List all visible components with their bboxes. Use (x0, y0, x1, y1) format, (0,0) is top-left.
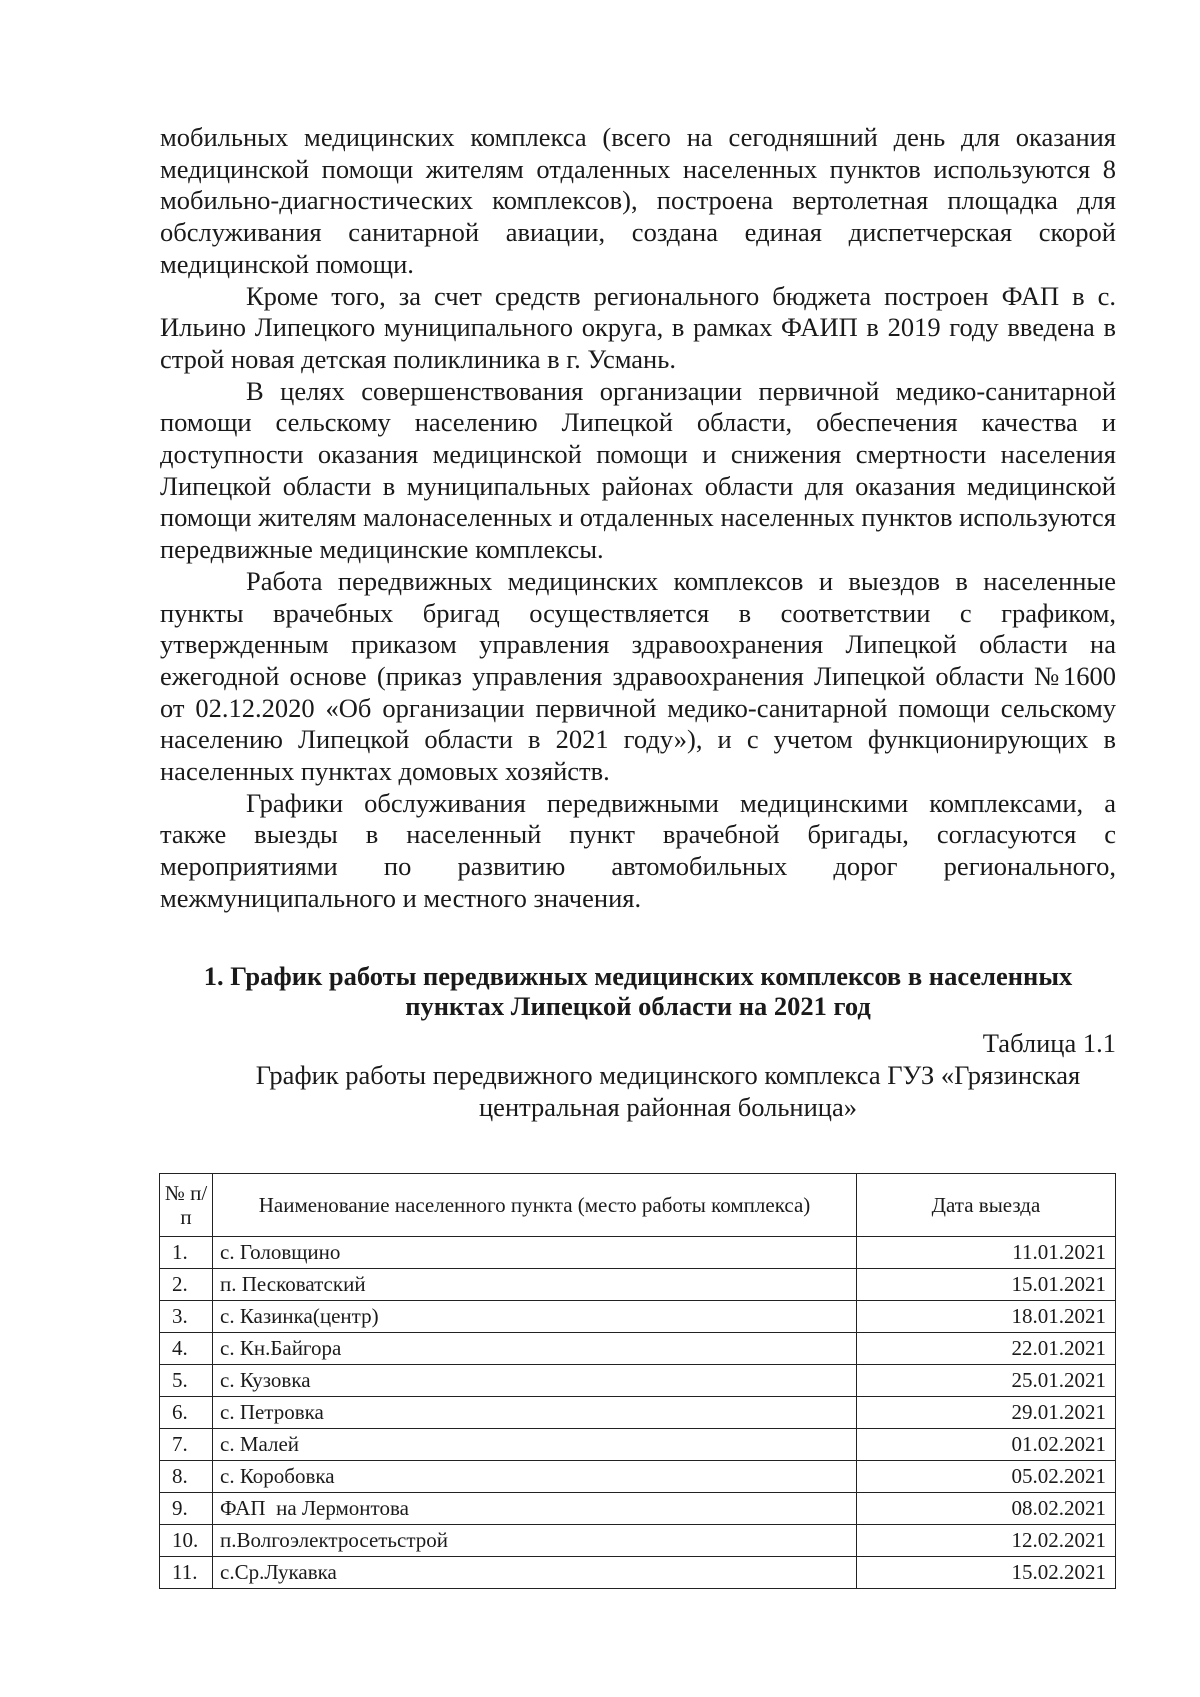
row-date: 29.01.2021 (857, 1397, 1116, 1429)
row-number: 6. (160, 1397, 213, 1429)
table-row (160, 1301, 1116, 1333)
schedule-table (159, 1173, 1116, 1589)
row-date: 08.02.2021 (857, 1493, 1116, 1525)
row-date: 01.02.2021 (857, 1429, 1116, 1461)
row-number: 10. (160, 1525, 213, 1557)
row-settlement: ФАП на Лермонтова (213, 1493, 857, 1525)
row-settlement: с. Коробовка (213, 1461, 857, 1493)
row-date: 25.01.2021 (857, 1365, 1116, 1397)
header-number: № п/п (160, 1174, 213, 1237)
row-date: 11.01.2021 (857, 1237, 1116, 1269)
row-number: 4. (160, 1333, 213, 1365)
row-number: 1. (160, 1237, 213, 1269)
body-paragraph: Кроме того, за счет средств регионального бюджета построен ФАП в с. Ильино Липецкого муниципального округа, в рамках ФАИП в 2019 году введена в строй новая детская поликлиника в г. Усмань. (160, 280, 1116, 374)
row-date: 05.02.2021 (857, 1461, 1116, 1493)
row-date: 15.02.2021 (857, 1557, 1116, 1589)
row-number: 7. (160, 1429, 213, 1461)
row-settlement: п.Волгоэлектросетьстрой (213, 1525, 857, 1557)
row-number: 3. (160, 1301, 213, 1333)
table-row (160, 1493, 1116, 1525)
table-header-row (160, 1174, 1116, 1237)
document-page (160, 122, 1116, 1123)
row-number: 8. (160, 1461, 213, 1493)
table-row (160, 1237, 1116, 1269)
table-row (160, 1397, 1116, 1429)
table-label: Таблица 1.1 (982, 1027, 1116, 1058)
table-row (160, 1525, 1116, 1557)
table-row (160, 1429, 1116, 1461)
row-settlement: п. Песковатский (213, 1269, 857, 1301)
row-number: 5. (160, 1365, 213, 1397)
row-date: 22.01.2021 (857, 1333, 1116, 1365)
row-settlement: с. Кузовка (213, 1365, 857, 1397)
section-heading: 1. График работы передвижных медицинских комплексов в населенных пунктах Липецкой области на 2021 год (203, 960, 1073, 1021)
table-row (160, 1365, 1116, 1397)
table-row (160, 1557, 1116, 1589)
table-row (160, 1333, 1116, 1365)
row-number: 9. (160, 1493, 213, 1525)
table-row (160, 1269, 1116, 1301)
row-date: 12.02.2021 (857, 1525, 1116, 1557)
body-paragraph: Графики обслуживания передвижными медицинскими комплексами, а также выезды в населенный пункт врачебной бригады, согласуются с мероприятиями по развитию автомобильных дорог регионального, межмуниципального и местного значения. (160, 787, 1116, 913)
body-paragraph: мобильных медицинских комплекса (всего на сегодняшний день для оказания медицинской помощи жителям отдаленных населенных пунктов используются 8 мобильно-диагностических комплексов), построена вертолетная площадка для обслуживания санитарной авиации, создана единая диспетчерская скорой медицинской помощи. (160, 122, 1116, 279)
row-date: 15.01.2021 (857, 1269, 1116, 1301)
row-settlement: с. Кн.Байгора (213, 1333, 857, 1365)
row-number: 11. (160, 1557, 213, 1589)
row-number: 2. (160, 1269, 213, 1301)
row-date: 18.01.2021 (857, 1301, 1116, 1333)
header-settlement-name: Наименование населенного пункта (место работы комплекса) (213, 1174, 857, 1237)
row-settlement: с. Казинка(центр) (213, 1301, 857, 1333)
table-caption: График работы передвижного медицинского комплекса ГУЗ «Грязинская центральная районная больница» (255, 1059, 1081, 1122)
row-settlement: с.Ср.Лукавка (213, 1557, 857, 1589)
row-settlement: с. Петровка (213, 1397, 857, 1429)
row-settlement: с. Головщино (213, 1237, 857, 1269)
row-settlement: с. Малей (213, 1429, 857, 1461)
body-paragraph: В целях совершенствования организации первичной медико-санитарной помощи сельскому населению Липецкой области, обеспечения качества и доступности оказания медицинской помощи и снижения смертности населения Липецкой области в муниципальных районах области для оказания медицинской помощи жителям малонаселенных и отдаленных населенных пунктов используются передвижные медицинские комплексы. (160, 375, 1116, 565)
table-row (160, 1461, 1116, 1493)
body-paragraph: Работа передвижных медицинских комплексов и выездов в населенные пункты врачебных бригад осуществляется в соответствии с графиком, утвержденным приказом управления здравоохранения Липецкой области на ежегодной основе (приказ управления здравоохранения Липецкой области №1600 от 02.12.2020 «Об организации первичной медико-санитарной помощи сельскому населению Липецкой области в 2021 году»), и с учетом функционирующих в населенных пунктах домовых хозяйств. (160, 565, 1116, 787)
header-departure-date: Дата выезда (857, 1174, 1116, 1237)
